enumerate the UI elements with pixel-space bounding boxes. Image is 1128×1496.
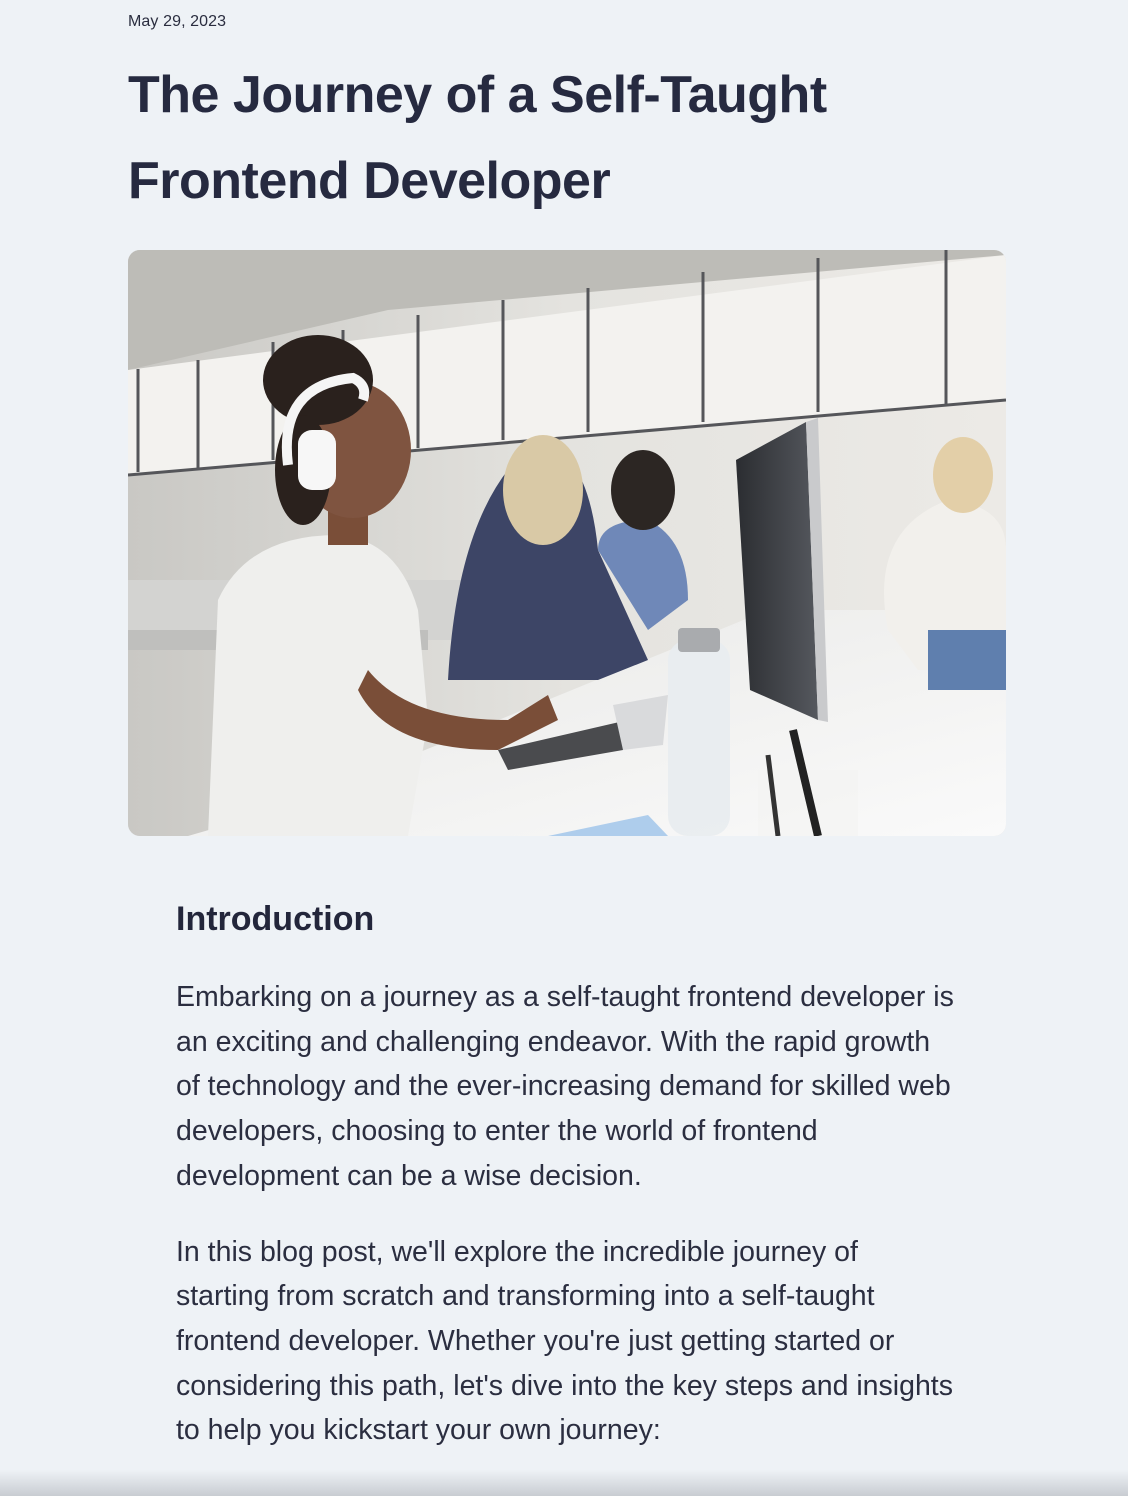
hero-image [128, 250, 1006, 836]
scroll-fade [0, 1470, 1128, 1496]
section-heading-introduction: Introduction [176, 900, 375, 938]
post-content [176, 895, 956, 1453]
post-title: The Journey of a Self-Taught Frontend Developer [128, 66, 827, 210]
post-date: May 29, 2023 [128, 13, 227, 30]
intro-paragraph-1: Embarking on a journey as a self-taught frontend developer is an exciting and challenging endeavor. With the rapid growth of technology and the ever-increasing demand for skilled web developers, choosing to enter the world of frontend development can be a wise decision. [176, 981, 954, 1192]
hero-photo-illustration [128, 250, 1006, 836]
intro-paragraph-2: In this blog post, we'll explore the incredible journey of starting from scratch and transforming into a self-taught frontend developer. Whether you're just getting started or considering this path, let's dive into the key steps and insights to help you kickstart your own journey: [176, 1235, 953, 1447]
